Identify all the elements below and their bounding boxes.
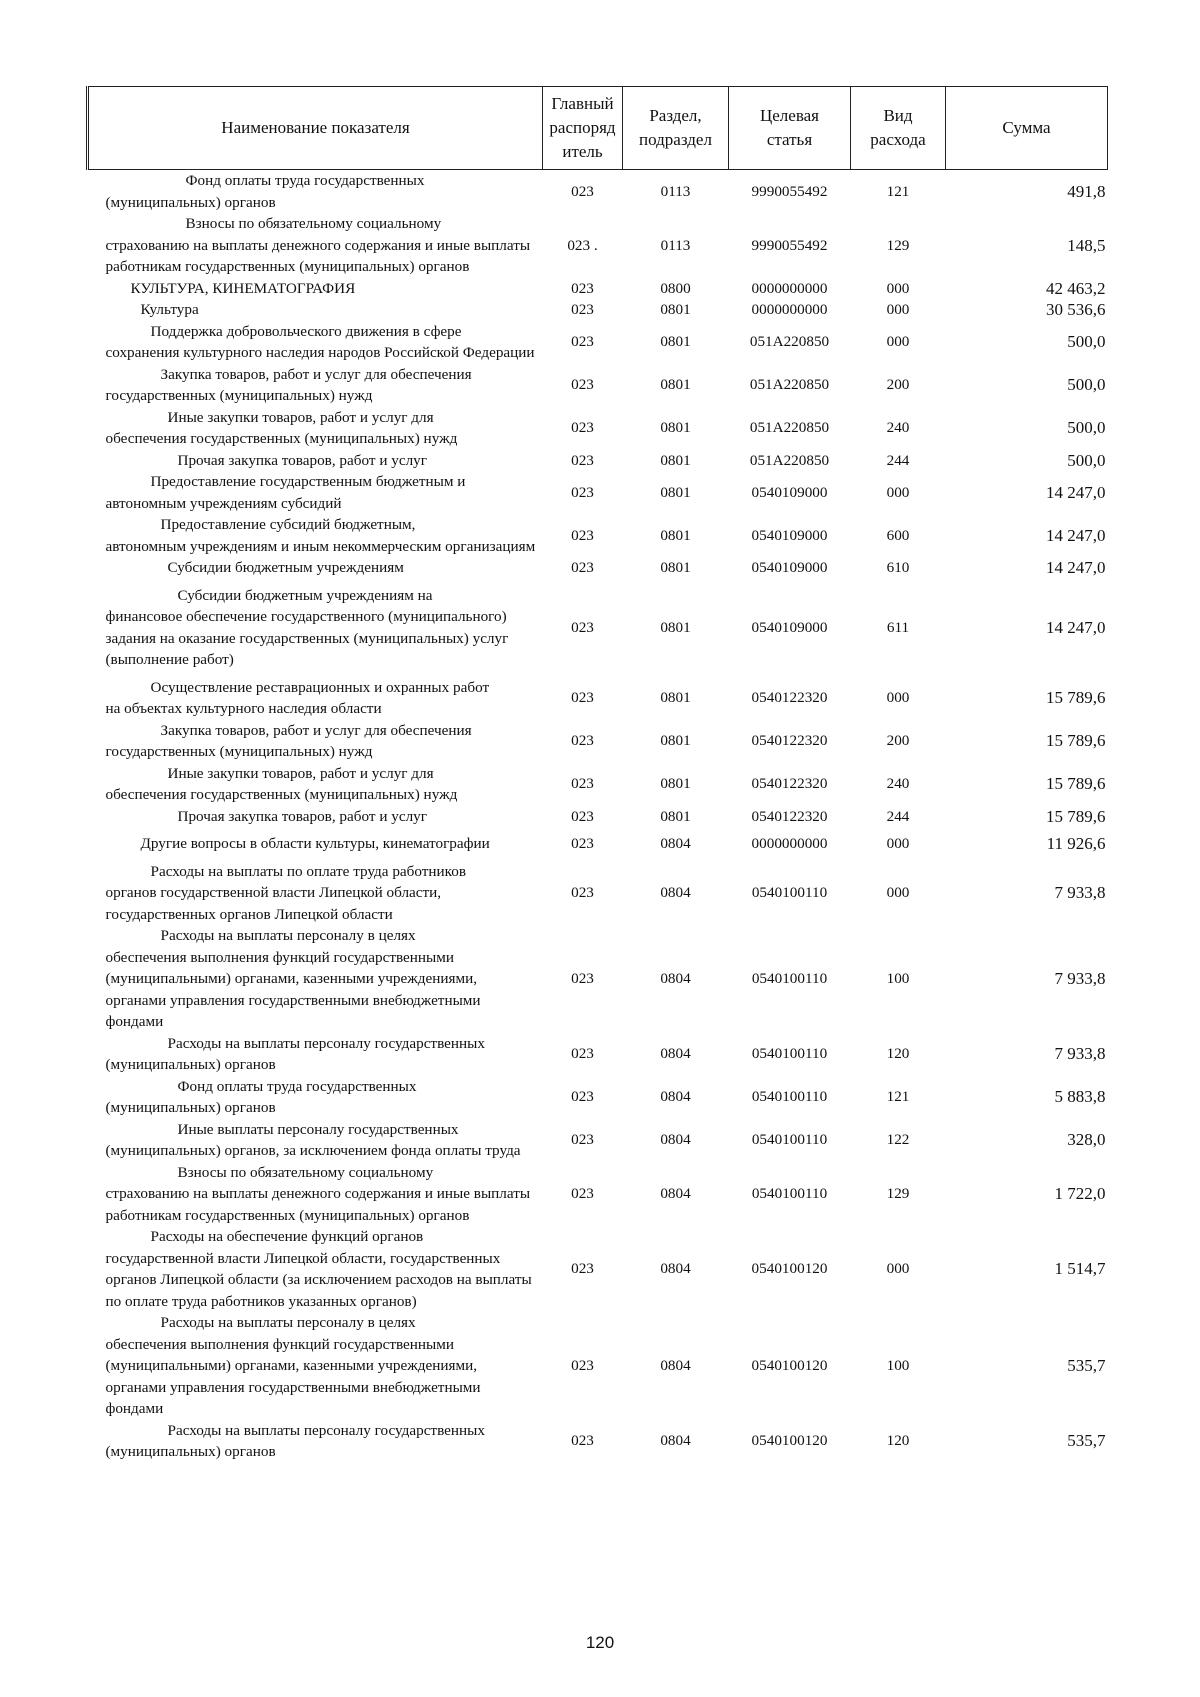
row-article: 0540100110 [751,884,828,901]
row-name [88,1033,543,1076]
row-section: 0804 [660,1432,691,1450]
row-type: 200 [886,732,910,750]
row-section: 0801 [660,732,691,750]
row-admin: 023 [571,970,594,987]
row-admin: 023 [571,1260,594,1278]
row-article: 9990055492 [751,182,828,200]
row-name [88,1119,543,1162]
row-type: 244 [886,451,910,469]
row-name-first-line: Фонд оплаты труда государственных [185,172,425,189]
row-sum: 500,0 [1067,450,1106,470]
table-row [88,1162,1108,1227]
row-name-continuation: государственных (муниципальных) нужд [105,387,373,404]
row-section: 0804 [660,835,691,852]
table-row [88,557,1108,579]
row-name-continuation: автономным учреждениям субсидий [105,494,342,512]
row-name-continuation: сохранения культурного наследия народов Российской Федерации [105,344,535,361]
table-row [88,1033,1108,1076]
row-name-continuation: (муниципальных) органов [105,1099,276,1116]
row-name-continuation: (муниципальных) органов, за исключением фонда оплаты труда [105,1142,521,1159]
table-row [88,364,1108,407]
table-row [88,763,1108,806]
row-name-continuation: автономным учреждениям и иным некоммерческим организациям [105,537,536,555]
row-sum: 14 247,0 [1046,525,1106,545]
row-name-continuation: финансовое обеспечение государственного (муниципального) задания на оказание государственных (муниципальных) услуг (выполнение работ) [105,608,509,668]
row-name [88,278,543,300]
row-article: 0540109000 [751,618,828,636]
row-section: 0804 [660,1088,691,1106]
row-article: 0540109000 [751,483,828,501]
row-section: 0801 [660,559,691,576]
row-name [88,579,543,671]
row-admin: 023 [571,559,594,576]
row-article: 051A220850 [749,419,830,437]
row-name-continuation: страхованию на выплаты денежного содержания и иные выплаты работникам государственных (муниципальных) органов [105,1185,531,1224]
row-section: 0804 [660,970,691,987]
row-article: 0540122320 [751,689,828,707]
table-row [88,1226,1108,1312]
row-name [88,1226,543,1312]
table-row [88,514,1108,557]
row-admin: 023 [571,775,594,793]
row-name-first-line: Предоставление субсидий бюджетным, [160,516,416,533]
row-sum: 42 463,2 [1046,278,1106,298]
row-name-first-line: Поддержка добровольческого движения в сфере [150,322,462,340]
row-sum: 30 536,6 [1046,300,1106,319]
row-name-first-line: Прочая закупка товаров, работ и услуг [177,807,427,825]
row-section: 0801 [660,618,691,636]
row-type: 100 [886,970,910,987]
row-name [88,925,543,1033]
row-name [88,720,543,763]
row-section: 0804 [660,1045,691,1063]
row-type: 122 [886,1131,910,1149]
row-name-first-line: Субсидии бюджетным учреждениям на [177,586,433,604]
header-name: Наименование показателя [88,87,543,170]
header-type: Вид расхода [851,87,946,170]
row-admin: 023 [571,1045,594,1063]
header-sum: Сумма [946,87,1108,170]
row-name-continuation: страхованию на выплаты денежного содержания и иные выплаты работникам государственных (муниципальных) органов [105,236,531,275]
row-admin: 023 [571,1131,594,1149]
row-type: 121 [886,1088,910,1106]
row-article: 051A220850 [749,333,830,351]
row-article: 0540100120 [751,1357,828,1374]
row-article: 0000000000 [751,279,828,297]
row-section: 0801 [660,419,691,437]
row-name-continuation: обеспечения государственных (муниципальных) нужд [105,786,458,803]
row-section: 0804 [660,884,691,901]
row-admin: 023 [571,732,594,750]
row-name [88,671,543,720]
row-article: 0540100110 [751,1131,828,1149]
row-admin: 023 [571,1185,594,1202]
row-section: 0113 [660,236,691,254]
table-row [88,299,1108,321]
row-type: 000 [886,333,910,351]
row-name [88,321,543,364]
row-type: 000 [886,835,910,852]
row-section: 0113 [660,182,691,200]
row-type: 000 [886,1260,910,1278]
row-type: 600 [886,526,910,544]
row-article: 051A220850 [749,451,830,469]
row-name [88,557,543,579]
row-admin: 023 [571,376,594,394]
row-article: 0540100120 [751,1432,828,1450]
table-row [88,1312,1108,1420]
header-article: Целевая статья [729,87,851,170]
row-name-first-line: Предоставление государственным бюджетным и [150,473,466,490]
row-section: 0801 [660,451,691,469]
row-article: 0540100110 [751,1045,828,1063]
row-sum: 11 926,6 [1046,834,1106,853]
table-row [88,321,1108,364]
row-type: 200 [886,376,910,394]
row-section: 0800 [660,279,691,297]
row-name-continuation: обеспечения выполнения функций государственными (муниципальными) органами, казенными учреждениями, органами управления государственными внебюджетными фондами [105,948,481,1030]
row-type: 610 [886,559,910,576]
table-row [88,827,1108,855]
row-name-first-line: Расходы на выплаты персоналу государственных [167,1034,485,1052]
row-admin: 023 [571,483,594,501]
row-sum: 500,0 [1067,332,1106,352]
table-row [88,450,1108,472]
row-article: 0540122320 [751,732,828,750]
table-row [88,671,1108,720]
row-name-first-line: КУЛЬТУРА, КИНЕМАТОГРАФИЯ [130,279,356,297]
row-section: 0801 [660,301,691,318]
row-type: 000 [886,301,910,318]
table-row [88,720,1108,763]
table-row [88,925,1108,1033]
row-section: 0801 [660,526,691,544]
row-type: 120 [886,1045,910,1063]
row-sum: 15 789,6 [1046,806,1106,826]
row-name-continuation: (муниципальных) органов [105,193,276,211]
row-admin: 023 [571,419,594,437]
table-row [88,1076,1108,1119]
row-admin: 023 [571,1088,594,1106]
row-name [88,1076,543,1119]
row-name [88,1312,543,1420]
row-admin: 023 . [567,236,598,254]
row-admin: 023 [571,807,594,825]
row-name [88,763,543,806]
row-admin: 023 [571,333,594,351]
row-article: 0000000000 [751,835,828,852]
row-section: 0801 [660,483,691,501]
row-name-continuation: органов государственной власти Липецкой области, государственных органов Липецкой области [105,884,442,923]
row-section: 0804 [660,1131,691,1149]
row-name [88,514,543,557]
row-sum: 7 933,8 [1054,883,1106,902]
row-type: 000 [886,689,910,707]
row-name-first-line: Взносы по обязательному социальному [185,215,442,232]
row-type: 121 [886,182,910,200]
table-row [88,1420,1108,1463]
header-admin: Главный распоряд итель [543,87,623,170]
row-name-first-line: Расходы на выплаты персоналу в целях [160,927,416,944]
row-section: 0804 [660,1185,691,1202]
row-type: 240 [886,775,910,793]
row-sum: 535,7 [1067,1356,1106,1375]
row-article: 0000000000 [751,301,828,318]
row-section: 0804 [660,1260,691,1278]
row-name [88,170,543,214]
row-type: 120 [886,1432,910,1450]
row-section: 0801 [660,333,691,351]
row-sum: 15 789,6 [1046,688,1106,708]
row-name-first-line: Фонд оплаты труда государственных [177,1077,417,1095]
row-sum: 1 514,7 [1054,1259,1106,1279]
row-admin: 023 [571,835,594,852]
row-sum: 14 247,0 [1046,482,1106,502]
row-section: 0801 [660,689,691,707]
row-name [88,806,543,828]
row-name-first-line: Расходы на выплаты по оплате труда работников [150,862,467,880]
row-name [88,1162,543,1227]
row-type: 129 [886,236,910,254]
row-article: 0540109000 [751,559,828,576]
row-section: 0801 [660,376,691,394]
row-admin: 023 [571,451,594,469]
row-article: 0540100110 [751,1088,828,1106]
row-section: 0804 [660,1357,691,1374]
row-article: 0540122320 [751,807,828,825]
row-article: 0540109000 [751,526,828,544]
row-sum: 14 247,0 [1046,558,1106,577]
table-row [88,806,1108,828]
row-article: 0540100110 [751,970,828,987]
row-name-continuation: (муниципальных) органов [105,1056,276,1073]
row-type: 100 [886,1357,910,1374]
row-name-first-line: Культура [140,301,199,318]
row-section: 0801 [660,775,691,793]
row-name [88,299,543,321]
row-type: 000 [886,279,910,297]
row-sum: 1 722,0 [1054,1184,1106,1203]
row-admin: 023 [571,301,594,318]
budget-table [86,86,1108,1463]
row-name-first-line: Расходы на выплаты персоналу государственных [167,1421,485,1439]
row-name-continuation: обеспечения выполнения функций государственными (муниципальными) органами, казенными учреждениями, органами управления государственными внебюджетными фондами [105,1335,481,1417]
table-row [88,1119,1108,1162]
row-name-first-line: Иные выплаты персоналу государственных [177,1120,459,1138]
row-name [88,1420,543,1463]
table-row [88,213,1108,278]
row-type: 000 [886,483,910,501]
row-name-continuation: государственной власти Липецкой области, государственных органов Липецкой области (за исключением расходов на выплаты по оплате труда работников указанных органов) [105,1249,532,1310]
row-sum: 491,8 [1067,181,1106,201]
row-name-continuation: обеспечения государственных (муниципальных) нужд [105,430,458,447]
row-name-continuation: государственных (муниципальных) нужд [105,743,373,760]
row-admin: 023 [571,618,594,636]
row-name-first-line: Расходы на выплаты персоналу в целях [160,1314,416,1331]
row-article: 0540100110 [751,1185,828,1202]
table-row [88,170,1108,214]
row-name-first-line: Закупка товаров, работ и услуг для обеспечения [160,365,472,383]
row-admin: 023 [571,689,594,707]
row-sum: 5 883,8 [1054,1087,1106,1107]
table-row [88,407,1108,450]
row-type: 129 [886,1185,910,1202]
row-sum: 535,7 [1067,1431,1106,1451]
row-type: 000 [886,884,910,901]
row-admin: 023 [571,884,594,901]
table-row [88,278,1108,300]
row-sum: 500,0 [1067,418,1106,438]
row-type: 611 [886,618,910,636]
row-name-first-line: Расходы на обеспечение функций органов [150,1228,424,1245]
row-sum: 328,0 [1067,1130,1106,1150]
row-sum: 15 789,6 [1046,731,1106,751]
row-name-first-line: Закупка товаров, работ и услуг для обеспечения [160,721,472,739]
row-article: 0540100120 [751,1260,828,1278]
table-row [88,855,1108,926]
row-name [88,450,543,472]
row-name-first-line: Взносы по обязательному социальному [177,1163,434,1181]
row-name-first-line: Субсидии бюджетным учреждениям [167,559,404,576]
row-article: 051A220850 [749,376,830,394]
row-admin: 023 [571,182,594,200]
page-number: 120 [585,1633,615,1652]
row-sum: 14 247,0 [1046,617,1106,637]
row-admin: 023 [571,279,594,297]
table-body [88,170,1108,1463]
row-sum: 15 789,6 [1046,774,1106,794]
row-name [88,471,543,514]
row-name-first-line: Другие вопросы в области культуры, кинематографии [140,835,490,852]
row-name [88,827,543,855]
row-name-continuation: (муниципальных) органов [105,1443,276,1460]
row-sum: 7 933,8 [1054,1044,1106,1064]
row-name [88,213,543,278]
row-name [88,855,543,926]
table-header [88,87,1108,170]
row-name-first-line: Прочая закупка товаров, работ и услуг [177,451,427,469]
row-name-first-line: Иные закупки товаров, работ и услуг для [167,764,434,782]
row-sum: 7 933,8 [1054,969,1106,988]
row-sum: 500,0 [1067,375,1106,395]
row-admin: 023 [571,526,594,544]
row-name-first-line: Иные закупки товаров, работ и услуг для [167,408,434,426]
row-type: 244 [886,807,910,825]
table-row [88,471,1108,514]
row-admin: 023 [571,1357,594,1374]
row-sum: 148,5 [1067,235,1106,255]
table-row [88,579,1108,671]
row-article: 0540122320 [751,775,828,793]
header-section: Раздел, подраздел [623,87,729,170]
row-type: 240 [886,419,910,437]
row-article: 9990055492 [751,236,828,254]
row-name [88,407,543,450]
row-name-first-line: Осуществление реставрационных и охранных работ [150,678,490,696]
row-name-continuation: на объектах культурного наследия области [105,700,382,717]
row-section: 0801 [660,807,691,825]
row-name [88,364,543,407]
row-admin: 023 [571,1432,594,1450]
